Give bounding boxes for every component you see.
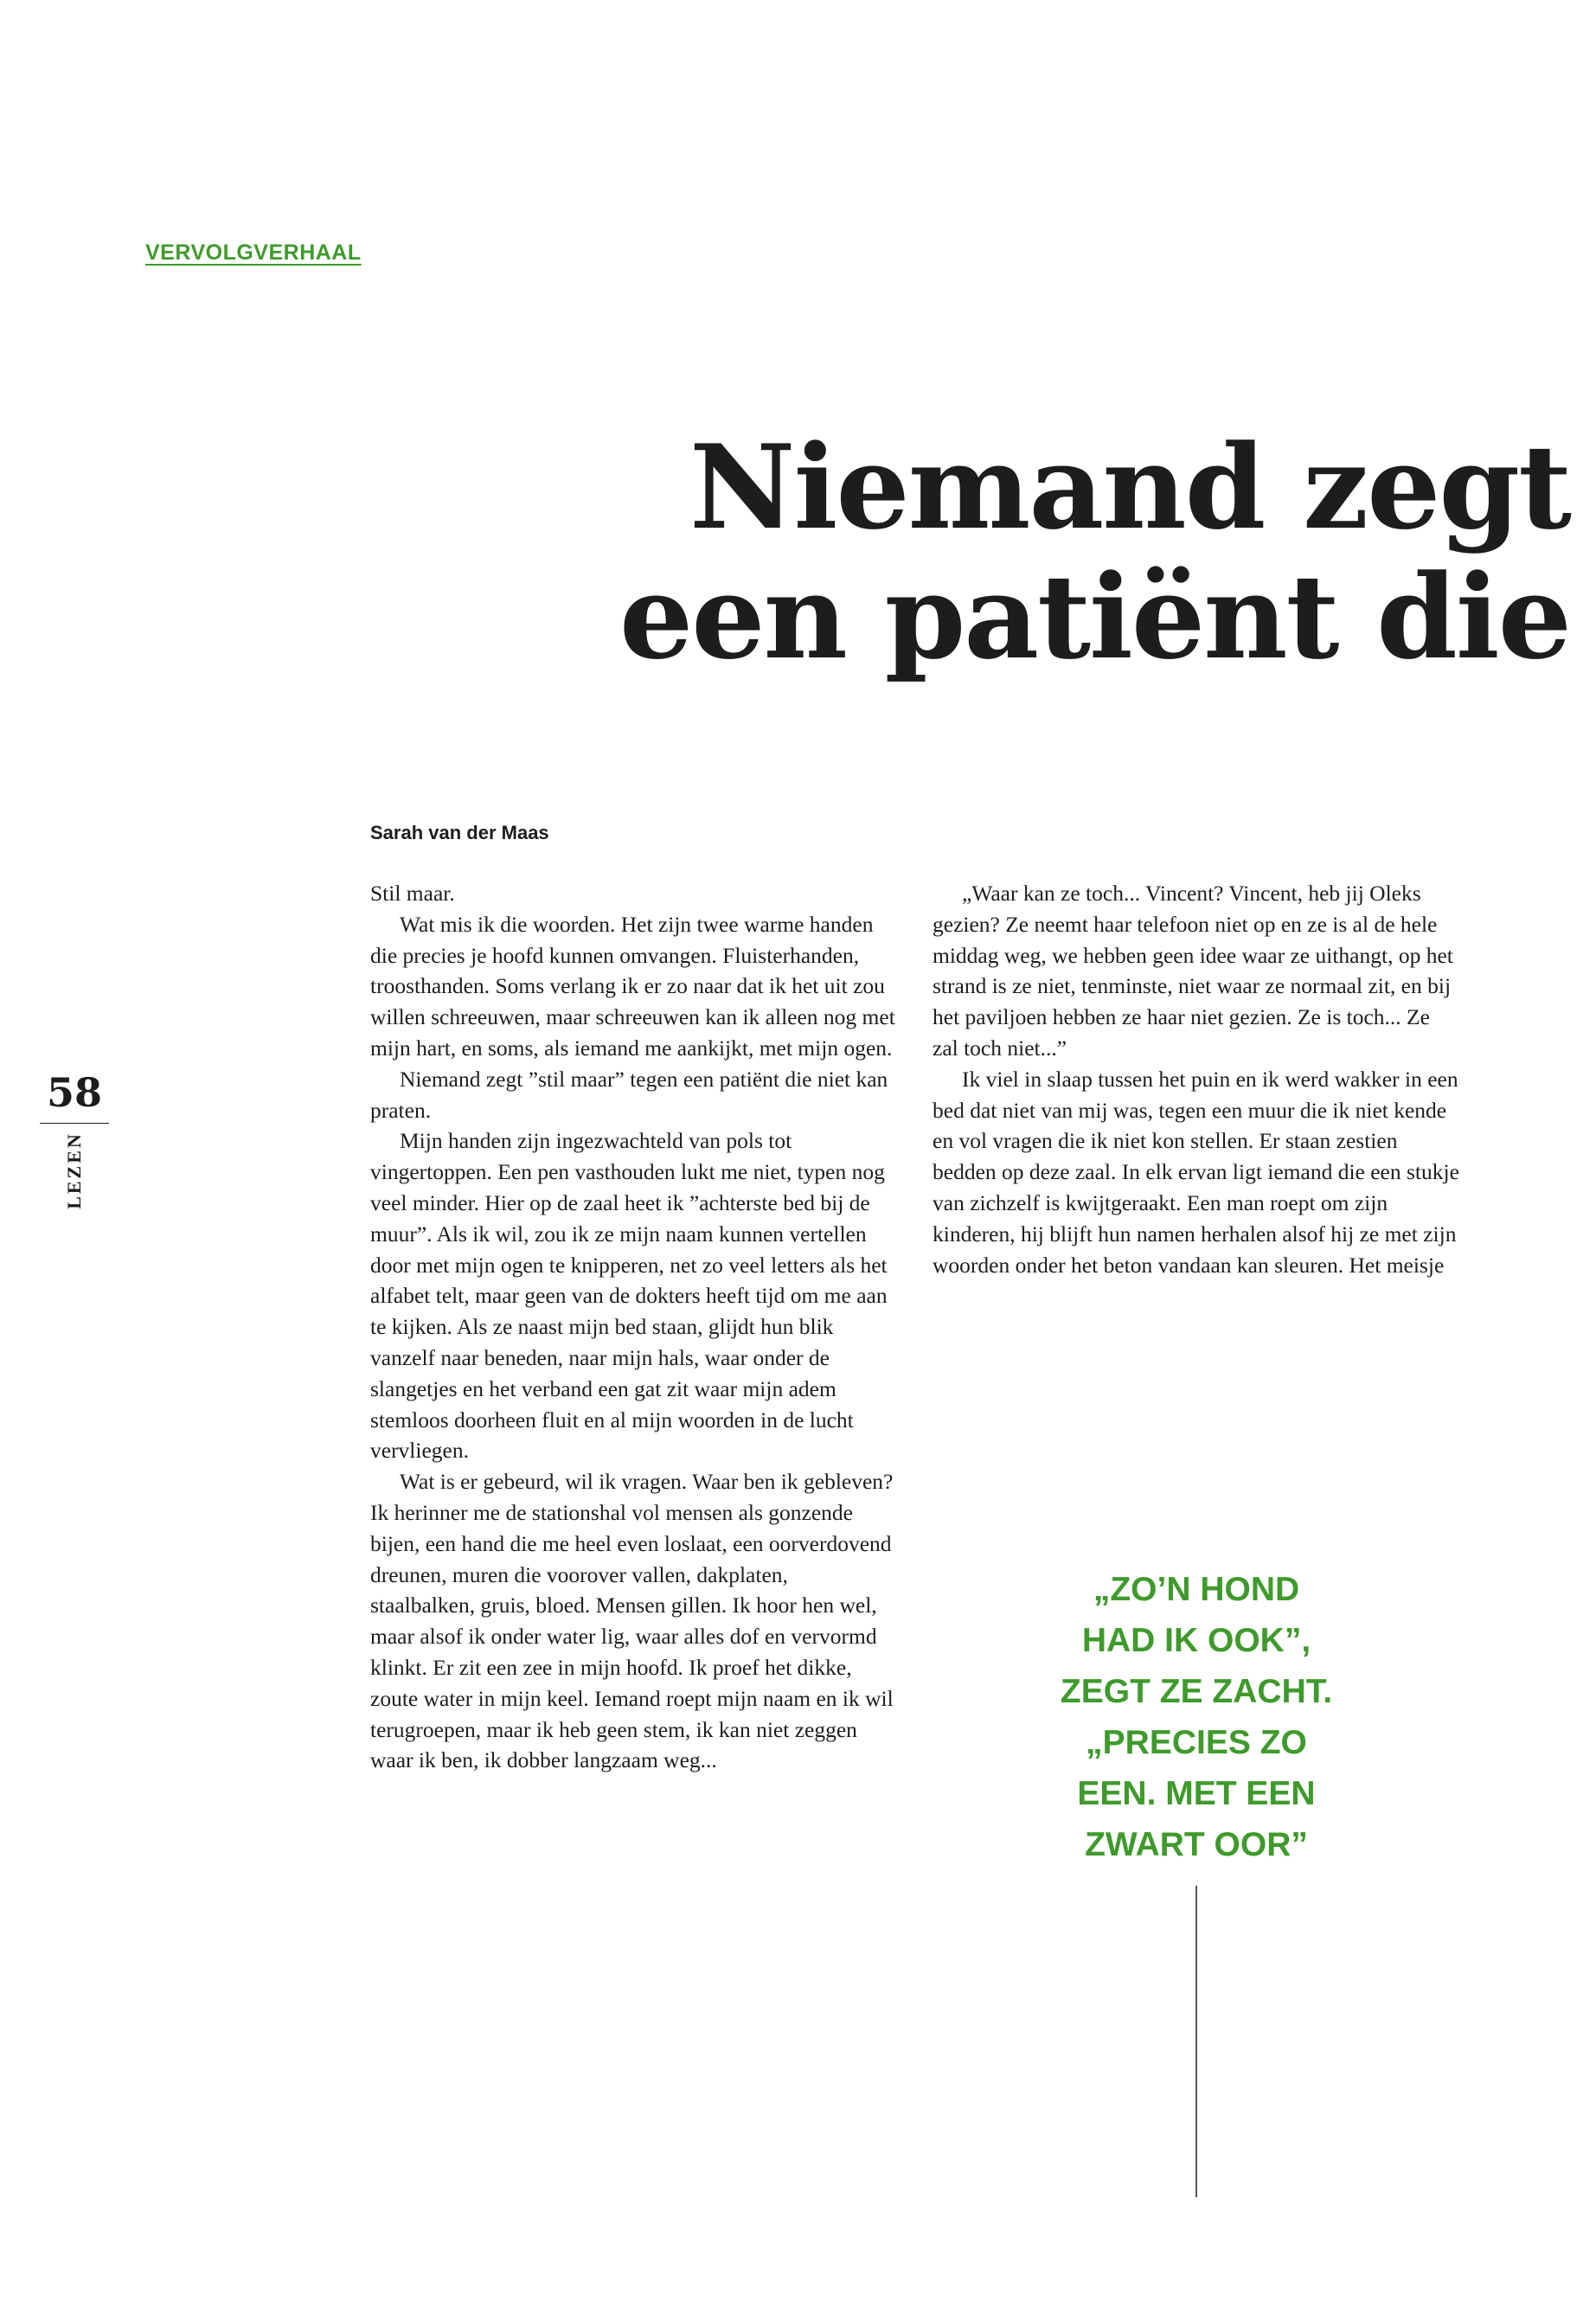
author-byline: Sarah van der Maas <box>370 822 549 843</box>
body-paragraph: „Waar kan ze toch... Vincent? Vincent, heb jij Oleks gezien? Ze neemt haar telefoon niet op en ze is al de hele middag weg, we hebben geen idee waar ze uithangt, op het strand is ze niet, tenminste, niet waar ze normaal zit, en bij het paviljoen hebben ze haar niet gezien. Ze is toch... Ze zal toch niet...” <box>933 881 1453 1061</box>
headline-line-2: een patiënt die <box>619 548 1570 686</box>
pull-quote-line: HAD IK OOK”, <box>1081 1622 1311 1659</box>
article-headline <box>532 419 1570 686</box>
headline-line-1: Niemand zegt <box>689 419 1570 555</box>
body-paragraph: Wat mis ik die woorden. Het zijn twee warme handen die precies je hoofd kunnen omvangen. Fluisterhanden, troosthanden. Soms verlang ik er zo naar dat ik het uit zou willen schreeuwen, maar schreeuwen kan ik alleen nog met mijn hart, en soms, als iemand me aankijkt, met mijn ogen. <box>370 911 895 1061</box>
body-paragraph: Ik viel in slaap tussen het puin en ik werd wakker in een bed dat niet van mij was, tegen een muur die ik niet kende en vol vragen die ik niet kon stellen. Er staan zestien bedden op deze zaal. In elk ervan ligt iemand die een stukje van zichzelf is kwijtgeraakt. Een man roept om zijn kinderen, hij blijft hun namen herhalen alsof hij ze met zijn woorden onder het beton vandaan kan sleuren. Het meisje <box>933 1066 1459 1278</box>
page-folio <box>40 1069 109 1124</box>
body-paragraph: Stil maar. <box>370 881 455 906</box>
pull-quote-line: „PRECIES ZO <box>1086 1724 1307 1761</box>
body-column-right <box>933 878 1460 1280</box>
pull-quote-line: „ZO’N HOND <box>1093 1571 1300 1608</box>
pull-quote-line: ZEGT ZE ZACHT. <box>1060 1673 1333 1710</box>
section-label: LEZEN <box>63 1131 85 1209</box>
folio-divider <box>40 1123 109 1124</box>
body-paragraph: Mijn handen zijn ingezwachteld van pols tot vingertoppen. Een pen vasthouden lukt me niet, typen nog veel minder. Hier op de zaal heet ik ”achterste bed bij de muur”. Als ik wil, zou ik ze mijn naam kunnen vertellen door met mijn ogen te knipperen, net zo veel letters als het alfabet telt, maar geen van de dokters heeft tijd om me aan te kijken. Als ze naast mijn bed staan, glijdt hun blik vanzelf naar beneden, naar mijn hals, waar onder de slangetjes en het verband een gat zit waar mijn adem stemloos doorheen fluit en al mijn woorden in de lucht vervliegen. <box>370 1128 888 1464</box>
pull-quote <box>1010 1564 1382 1870</box>
pull-quote-rule <box>1195 1886 1197 2197</box>
section-kicker: VERVOLGVERHAAL <box>145 240 362 265</box>
page-number: 58 <box>46 1069 102 1116</box>
body-paragraph: Wat is er gebeurd, wil ik vragen. Waar ben ik gebleven? Ik herinner me de stationshal vol mensen als gonzende bijen, een hand die me heel even loslaat, een oorverdovend dreunen, muren die voorover vallen, dakplaten, staalbalken, gruis, bloed. Mensen gillen. Ik hoor hen wel, maar alsof ik onder water lig, waar alles dof en vervormd klinkt. Er zit een zee in mijn hoofd. Ik proef het dikke, zoute water in mijn keel. Iemand roept mijn naam en ik wil terugroepen, maar ik heb geen stem, ik kan niet zeggen waar ik ben, ik dobber langzaam weg... <box>370 1469 894 1773</box>
pull-quote-line: ZWART OOR” <box>1085 1826 1308 1863</box>
pull-quote-line: EEN. MET EEN <box>1077 1775 1316 1812</box>
body-paragraph: Niemand zegt ”stil maar” tegen een patiënt die niet kan praten. <box>370 1066 888 1123</box>
body-column-left <box>370 878 898 1776</box>
